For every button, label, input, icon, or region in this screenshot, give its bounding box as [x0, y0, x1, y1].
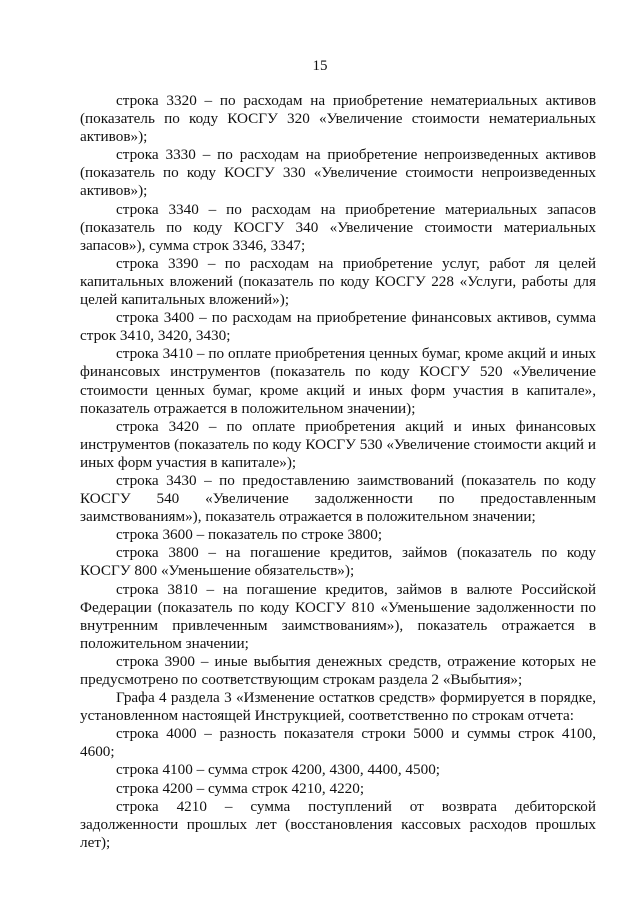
paragraph-line-3410: строка 3410 – по оплате приобретения ценных бумаг, кроме акций и иных финансовых инструментов (показатель по коду КОСГУ 520 «Увеличение стоимости ценных бумаг, кроме акций и иных форм участия в капитале», показатель отражается в положительном значении);: [80, 345, 596, 417]
paragraph-line-3600: строка 3600 – показатель по строке 3800;: [116, 526, 383, 544]
document-body: [80, 92, 596, 852]
paragraph-line-3420: строка 3420 – по оплате приобретения акций и иных финансовых инструментов (показатель по коду КОСГУ 530 «Увеличение стоимости акций и иных форм участия в капитале»);: [80, 417, 596, 471]
paragraph-line-3330: строка 3330 – по расходам на приобретение непроизведенных активов (показатель по коду КОСГУ 330 «Увеличение стоимости непроизведенных активов»);: [80, 146, 596, 200]
paragraph-line-4210: строка 4210 – сумма поступлений от возврата дебиторской задолженности прошлых лет (восстановления кассовых расходов прошлых лет);: [80, 797, 596, 851]
paragraph-line-3340: строка 3340 – по расходам на приобретение материальных запасов (показатель по коду КОСГУ 340 «Увеличение стоимости материальных запасов»), сумма строк 3346, 3347;: [80, 200, 596, 254]
paragraph-line-4200: строка 4200 – сумма строк 4210, 4220;: [116, 779, 365, 797]
paragraph-line-3390: строка 3390 – по расходам на приобретение услуг, работ ля целей капитальных вложений (показатель по коду КОСГУ 228 «Услуги, работы для целей капитальных вложений»);: [80, 254, 596, 309]
paragraph-line-4000: строка 4000 – разность показателя строки 5000 и суммы строк 4100, 4600;: [80, 725, 596, 761]
paragraph-line-3320: строка 3320 – по расходам на приобретение нематериальных активов (показатель по коду КОСГУ 320 «Увеличение стоимости нематериальных активов»);: [80, 92, 596, 146]
paragraph-line-4100: строка 4100 – сумма строк 4200, 4300, 4400, 4500;: [116, 761, 441, 779]
page-number: 15: [312, 58, 328, 74]
paragraph-line-3430: строка 3430 – по предоставлению заимствований (показатель по коду КОСГУ 540 «Увеличение задолженности по предоставленным заимствованиям»), показатель отражается в положительном значении;: [80, 471, 596, 526]
paragraph-line-3810: строка 3810 – на погашение кредитов, займов в валюте Российской Федерации (показатель по коду КОСГУ 810 «Уменьшение задолженности по внутренним привлеченным заимствованиям»), показатель отражается в положительном значении;: [80, 580, 596, 652]
paragraph-line-3400: строка 3400 – по расходам на приобретение финансовых активов, сумма строк 3410, 3420, 3430;: [80, 309, 596, 345]
paragraph-line-3900: строка 3900 – иные выбытия денежных средств, отражение которых не предусмотрено по соответствующим строкам раздела 2 «Выбытия»;: [80, 652, 596, 688]
paragraph-line-3800: строка 3800 – на погашение кредитов, займов (показатель по коду КОСГУ 800 «Уменьшение обязательств»);: [80, 544, 596, 580]
paragraph-column-4-section-3: Графа 4 раздела 3 «Изменение остатков средств» формируется в порядке, установленном настоящей Инструкцией, соответственно по строкам отчета:: [80, 689, 596, 725]
